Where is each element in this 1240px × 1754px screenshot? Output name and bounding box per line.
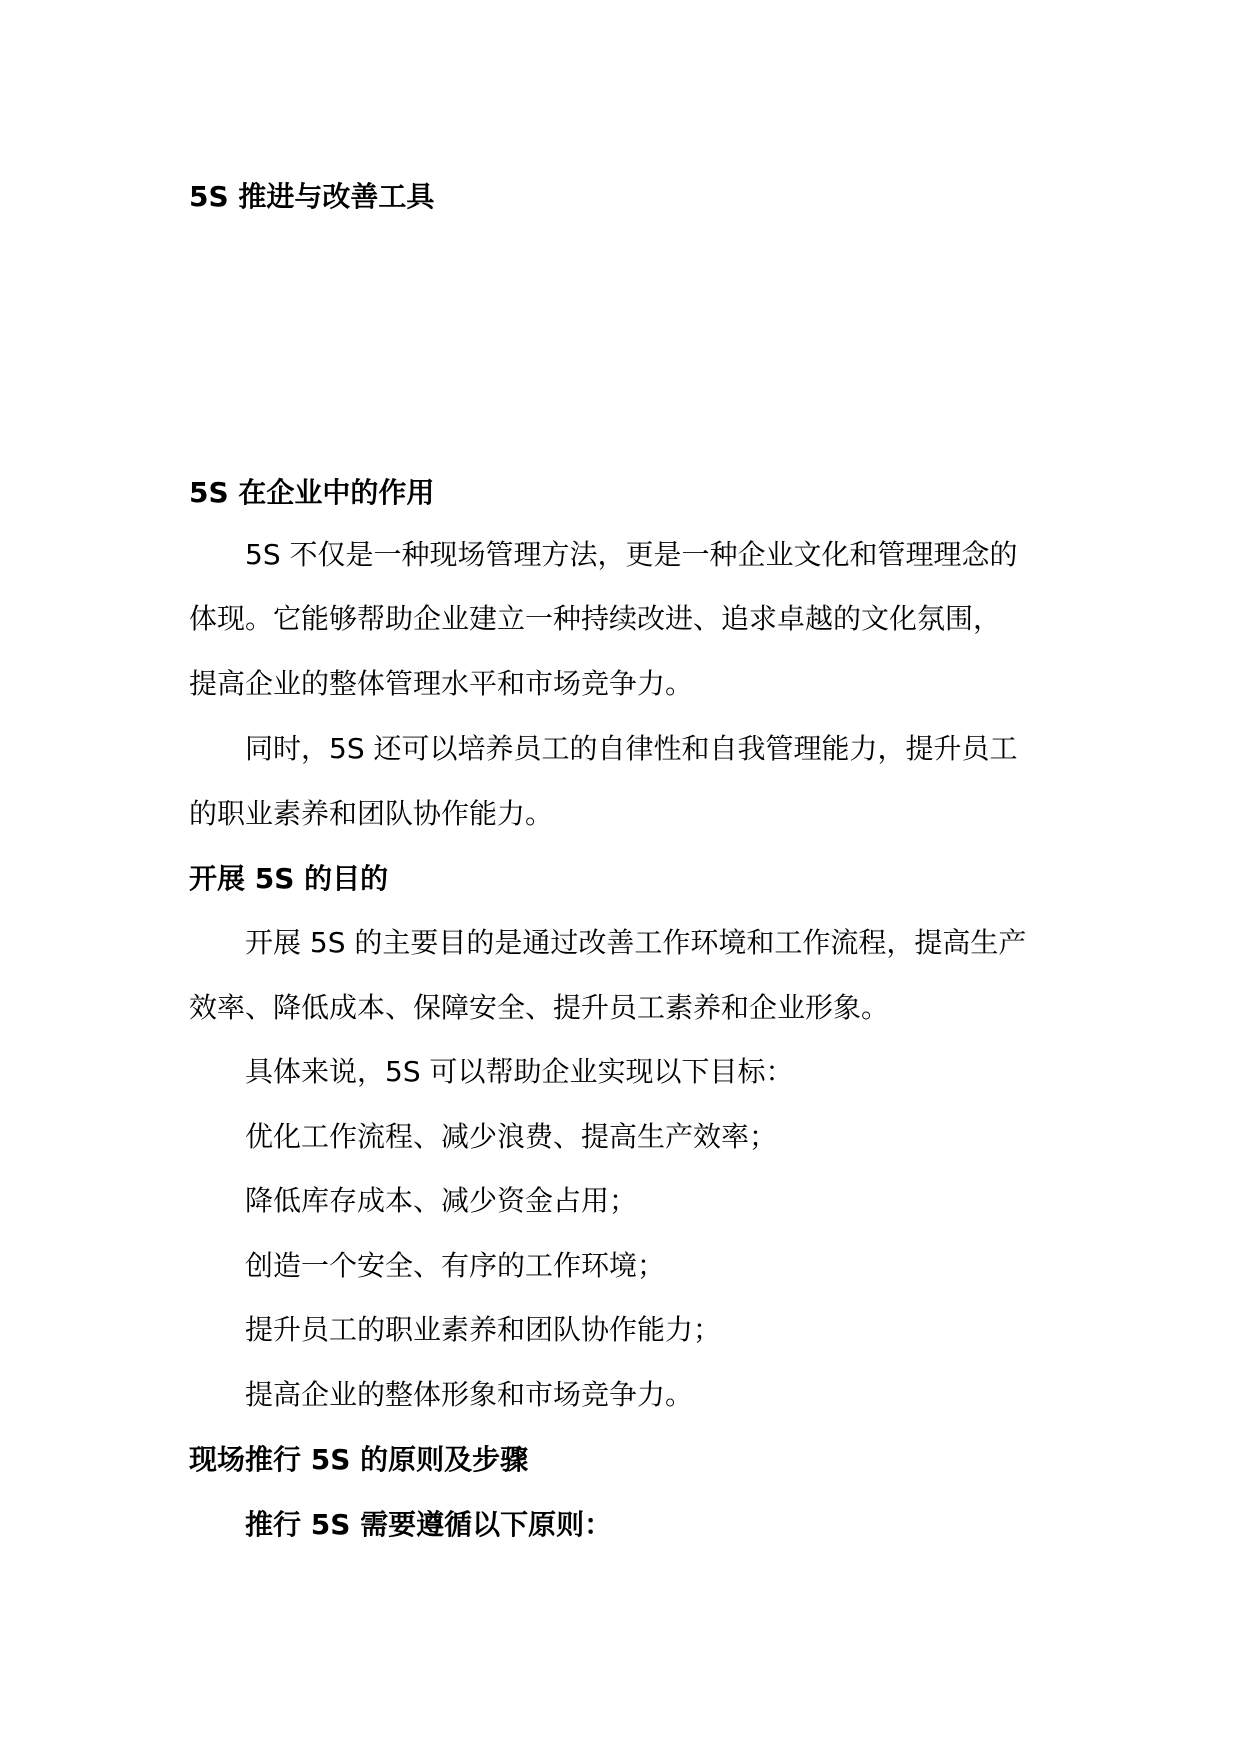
section-subheading: 推行 5S 需要遵循以下原则： bbox=[245, 1508, 613, 1541]
list-item: 降低库存成本、减少资金占用； bbox=[245, 1184, 638, 1217]
list-item: 创造一个安全、有序的工作环境； bbox=[245, 1249, 666, 1282]
paragraph-line: 体现。它能够帮助企业建立一种持续改进、追求卓越的文化氛围， bbox=[189, 602, 1002, 635]
document-title: 5S 推进与改善工具 bbox=[189, 180, 435, 213]
paragraph-line: 的职业素养和团队协作能力。 bbox=[189, 797, 554, 830]
section-heading-purpose: 开展 5S 的目的 bbox=[189, 862, 389, 895]
paragraph-line: 提高企业的整体管理水平和市场竞争力。 bbox=[189, 667, 694, 700]
list-item: 提高企业的整体形象和市场竞争力。 bbox=[245, 1378, 694, 1411]
paragraph-line: 5S 不仅是一种现场管理方法，更是一种企业文化和管理理念的 bbox=[245, 538, 1018, 571]
paragraph-line: 开展 5S 的主要目的是通过改善工作环境和工作流程，提高生产 bbox=[245, 926, 1027, 959]
paragraph-line: 同时，5S 还可以培养员工的自律性和自我管理能力，提升员工 bbox=[245, 732, 1018, 765]
section-heading-principles: 现场推行 5S 的原则及步骤 bbox=[189, 1443, 529, 1476]
section-heading-role: 5S 在企业中的作用 bbox=[189, 476, 435, 509]
list-item: 优化工作流程、减少浪费、提高生产效率； bbox=[245, 1120, 778, 1153]
paragraph-line: 效率、降低成本、保障安全、提升员工素养和企业形象。 bbox=[189, 991, 890, 1024]
goals-intro: 具体来说，5S 可以帮助企业实现以下目标： bbox=[245, 1055, 794, 1088]
list-item: 提升员工的职业素养和团队协作能力； bbox=[245, 1313, 722, 1346]
